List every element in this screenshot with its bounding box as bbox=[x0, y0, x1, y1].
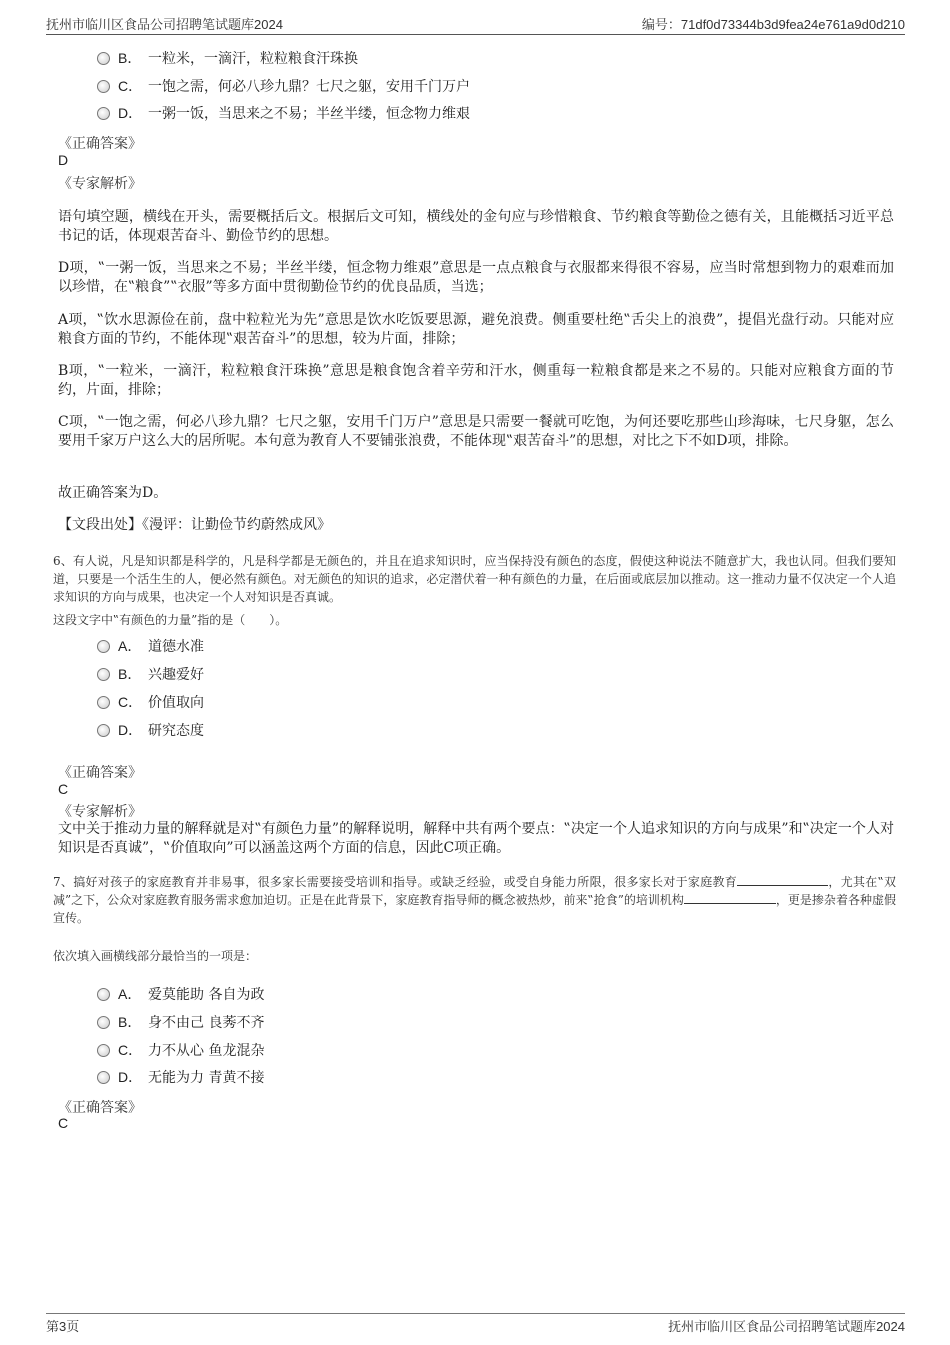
q5-answer-label: 《正确答案》 bbox=[58, 136, 142, 152]
page-header bbox=[46, 14, 905, 35]
q5-analysis-label: 《专家解析》 bbox=[58, 176, 142, 192]
radio-icon[interactable] bbox=[97, 988, 110, 1001]
footer-title: 抚州市临川区食品公司招聘笔试题库2024 bbox=[668, 1319, 905, 1334]
q7-answer-label: 《正确答案》 bbox=[58, 1100, 142, 1116]
page-footer bbox=[46, 1313, 905, 1334]
radio-icon[interactable] bbox=[97, 80, 110, 93]
q5-analysis-p5: C项，‟一饱之需，何必八珍九鼎？七尺之躯，安用千门万户”意思是只需要一餐就可吃饱，为何还要吃那些山珍海味，七尺身躯，怎么要用千家万户这么大的居所呢。本句意为教育人不要铺张浪费，不能体现‟艰苦奋斗”的思想，对比之下不如D项，排除。 bbox=[58, 414, 894, 449]
q5-analysis-p3: A项，‟饮水思源俭在前，盘中粒粒光为先”意思是饮水吃饭要思源，避免浪费。侧重要杜绝‟舌尖上的浪费”，提倡光盘行动。只能对应粮食方面的节约，不能体现‟艰苦奋斗”的思想，较为片面，排除； bbox=[58, 312, 894, 347]
blank-1 bbox=[737, 873, 828, 886]
q6-analysis-label: 《专家解析》 bbox=[58, 804, 142, 820]
header-doc-id: 编号：71df0d73344b3d9fea24e761a9d0d210 bbox=[641, 17, 905, 32]
q7-option-c[interactable]: C． 力不从心 鱼龙混杂 bbox=[97, 1040, 264, 1060]
q7-stem: 7、搞好对孩子的家庭教育并非易事，很多家长需要接受培训和指导。或缺乏经验，或受自身能力所限，很多家长对于家庭教育 ，尤其在‟双减”之下，公众对家庭教育服务需求愈加迫切。正是在此背景下，家庭教育指导师的概念被热炒，前来‟抢食”的培训机构 ，更是掺杂着各种虚假宣传。 bbox=[53, 875, 897, 925]
radio-icon[interactable] bbox=[97, 724, 110, 737]
q5-option-d[interactable]: D． 一粥一饭，当思来之不易；半丝半缕，恒念物力维艰 bbox=[97, 103, 470, 123]
radio-icon[interactable] bbox=[97, 696, 110, 709]
q6-option-c[interactable]: C． 价值取向 bbox=[97, 692, 204, 712]
radio-icon[interactable] bbox=[97, 1016, 110, 1029]
q6-answer: C bbox=[58, 781, 69, 797]
q5-analysis-p4: B项，‟一粒米，一滴汗，粒粒粮食汗珠换”意思是粮食饱含着辛劳和汗水，侧重每一粒粮食都是来之不易的。只能对应粮食方面的节约，片面，排除； bbox=[58, 363, 894, 398]
radio-icon[interactable] bbox=[97, 1044, 110, 1057]
q7-answer: C bbox=[58, 1115, 69, 1131]
q7-option-b[interactable]: B． 身不由己 良莠不齐 bbox=[97, 1012, 264, 1032]
radio-icon[interactable] bbox=[97, 52, 110, 65]
q5-analysis-p2: D项，‟一粥一饭，当思来之不易；半丝半缕，恒念物力维艰”意思是一点点粮食与衣服都来得很不容易，应当时常想到物力的艰难而加以珍惜，在‟粮食”‟衣服”等多方面中贯彻勤俭节约的优良品质，当选； bbox=[58, 260, 894, 295]
radio-icon[interactable] bbox=[97, 640, 110, 653]
q7-option-a[interactable]: A． 爱莫能助 各自为政 bbox=[97, 984, 264, 1004]
q6-option-b[interactable]: B． 兴趣爱好 bbox=[97, 664, 204, 684]
header-title: 抚州市临川区食品公司招聘笔试题库2024 bbox=[46, 17, 283, 32]
radio-icon[interactable] bbox=[97, 107, 110, 120]
q6-analysis: 文中关于推动力量的解释就是对‟有颜色力量”的解释说明，解释中共有两个要点：‟决定一个人追求知识的方向与成果”和‟决定一个人对知识是否真诚”，‟价值取向”可以涵盖这两个方面的信息，因此C项正确。 bbox=[58, 821, 894, 856]
q5-answer: D bbox=[58, 152, 69, 168]
q5-source: 【文段出处】《漫评：让勤俭节约蔚然成风》 bbox=[58, 517, 331, 533]
q6-option-d[interactable]: D． 研究态度 bbox=[97, 720, 204, 740]
q6-question: 这段文字中‟有颜色的力量”指的是（ ）。 bbox=[53, 613, 288, 627]
q5-conclusion: 故正确答案为D。 bbox=[58, 485, 168, 501]
radio-icon[interactable] bbox=[97, 1071, 110, 1084]
q7-question: 依次填入画横线部分最恰当的一项是： bbox=[53, 949, 258, 963]
q5-option-b[interactable]: B． 一粒米，一滴汗，粒粒粮食汗珠换 bbox=[97, 48, 358, 68]
q6-option-a[interactable]: A． 道德水准 bbox=[97, 636, 204, 656]
blank-2 bbox=[684, 891, 776, 904]
page-number: 第3页 bbox=[46, 1319, 80, 1334]
q7-option-d[interactable]: D． 无能为力 青黄不接 bbox=[97, 1067, 264, 1087]
q6-answer-label: 《正确答案》 bbox=[58, 765, 142, 781]
q5-option-c[interactable]: C． 一饱之需，何必八珍九鼎？七尺之躯，安用千门万户 bbox=[97, 76, 470, 96]
q5-analysis-p1: 语句填空题，横线在开头，需要概括后文。根据后文可知，横线处的金句应与珍惜粮食、节约粮食等勤俭之德有关，且能概括习近平总书记的话，体现艰苦奋斗、勤俭节约的思想。 bbox=[58, 209, 894, 244]
q6-stem: 6、有人说，凡是知识都是科学的，凡是科学都是无颜色的，并且在追求知识时，应当保持没有颜色的态度，假使这种说法不随意扩大，我也认同。但我们要知道，只要是一个活生生的人，便必然有颜色。对无颜色的知识的追求，必定潜伏着一种有颜色的力量，在后面或底层加以推动。这一推动力量不仅决定一个人追求知识的方向与成果，也决定一个人对知识是否真诚。 bbox=[53, 554, 896, 604]
radio-icon[interactable] bbox=[97, 668, 110, 681]
